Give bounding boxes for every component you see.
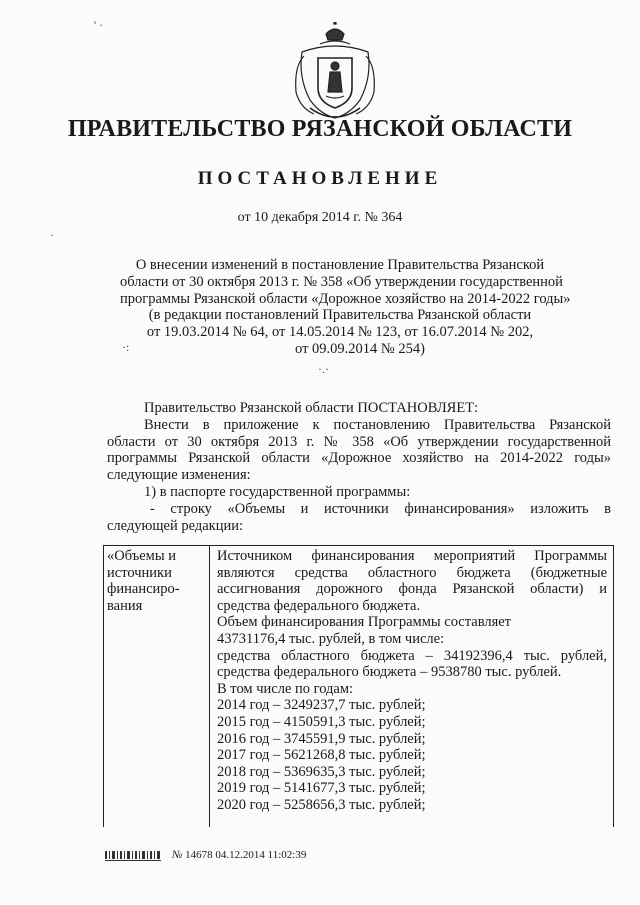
label-line: финансиро- xyxy=(107,581,180,598)
label-line: источники xyxy=(107,564,172,581)
scan-speck: ·.· xyxy=(318,362,329,376)
resolve-line: Правительство Рязанской области ПОСТАНОВЛЯЕТ: xyxy=(144,400,479,416)
item-1-sub-line: - строку «Объемы и источники финансирования» изложить в xyxy=(150,500,611,517)
year-funding-line: 2014 год – 3249237,7 тыс. рублей; xyxy=(217,697,426,714)
subject-line: (в редакции постановлений Правительства Рязанской области xyxy=(148,307,532,324)
funding-table-content-cell xyxy=(211,546,613,827)
item-1: 1) в паспорте государственной программы: xyxy=(144,483,411,500)
subject-line: от 09.09.2014 № 254) xyxy=(295,340,425,357)
number-sign-icon: № xyxy=(172,849,183,861)
year-funding-line: 2019 год – 5141677,3 тыс. рублей; xyxy=(217,780,426,797)
paragraph-line: следующие изменения: xyxy=(107,467,251,484)
label-line: «Объемы и xyxy=(107,548,176,564)
content-line: средства областного бюджета – 34192396,4 тыс. рублей, xyxy=(217,647,607,664)
coat-of-arms-emblem xyxy=(290,22,380,122)
content-line: являются средства областного бюджета (бюджетные xyxy=(217,564,607,581)
paragraph-line: Внести в приложение к постановлению Правительства Рязанской xyxy=(144,416,611,433)
document-type-title: ПОСТАНОВЛЕНИЕ xyxy=(197,168,443,189)
subject-line: программы Рязанской области «Дорожное хозяйство на 2014-2022 годы» xyxy=(120,290,571,307)
label-line: вания xyxy=(107,597,143,614)
organization-title: ПРАВИТЕЛЬСТВО РЯЗАНСКОЙ ОБЛАСТИ xyxy=(67,116,573,142)
registration-barcode-stamp xyxy=(103,848,165,864)
content-line: Источником финансирования мероприятий Программы xyxy=(217,548,607,564)
subject-line: области от 30 октября 2013 г. № 358 «Об утверждении государственной xyxy=(120,273,563,290)
content-line: Объем финансирования Программы составляет xyxy=(217,614,512,631)
year-funding-line: 2018 год – 5369635,3 тыс. рублей; xyxy=(217,763,426,780)
subject-line: О внесении изменений в постановление Правительства Рязанской xyxy=(135,257,545,273)
content-line: 43731176,4 тыс. рублей, в том числе: xyxy=(217,630,445,647)
registration-number-datetime xyxy=(172,849,306,861)
year-funding-line: 2015 год – 4150591,3 тыс. рублей; xyxy=(217,713,426,730)
year-funding-line: 2017 год – 5621268,8 тыс. рублей; xyxy=(217,747,426,764)
document-date-number: от 10 декабря 2014 г. № 364 xyxy=(237,210,403,225)
document-subject xyxy=(120,257,571,358)
funding-table xyxy=(103,545,614,827)
content-line: В том числе по годам: xyxy=(217,680,354,697)
subject-line: от 19.03.2014 № 64, от 14.05.2014 № 123, от 16.07.2014 № 202, xyxy=(146,324,534,341)
registration-text: 14678 04.12.2014 11:02:39 xyxy=(185,849,307,861)
content-line: ассигнования дорожного фонда Рязанской области) и xyxy=(217,581,607,598)
year-funding-line: 2020 год – 5258656,3 тыс. рублей; xyxy=(217,796,426,813)
item-1-sub-line: следующей редакции: xyxy=(107,517,244,534)
content-line: средства федерального бюджета. xyxy=(217,597,421,614)
scan-speck: · xyxy=(50,228,54,242)
year-funding-line: 2016 год – 3745591,9 тыс. рублей; xyxy=(217,730,426,747)
paragraph-line: программы Рязанской области «Дорожное хозяйство на 2014-2022 годы» xyxy=(107,450,611,467)
paragraph-line: области от 30 октября 2013 г. № 358 «Об утверждении государственной xyxy=(107,433,611,450)
body-paragraphs xyxy=(107,400,611,534)
content-line: средства федерального бюджета – 9538780 тыс. рублей. xyxy=(217,664,562,681)
scan-speck: ·: xyxy=(122,340,130,354)
funding-table-label-cell xyxy=(104,546,210,827)
scan-speck: ' · xyxy=(94,18,104,32)
